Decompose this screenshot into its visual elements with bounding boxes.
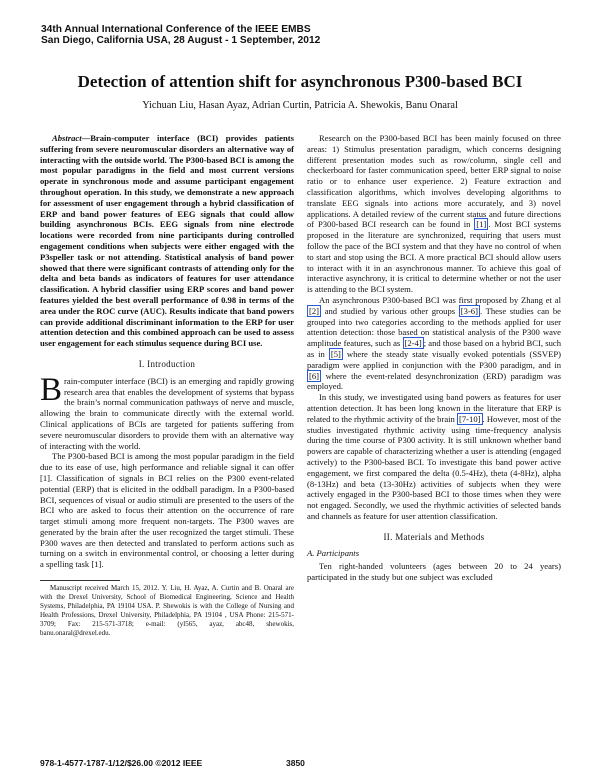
footnote-divider (40, 580, 120, 581)
text-run: Research on the P300-based BCI has been mainly focused on three areas: 1) Stimulus presentation paradigm, which concerns designing different presentation modes such as row/column, single cell and checkerboard for faster communication speed, better ERP signal to noise ratio or to enhance user experience. 2) Feature extraction and classification algorithms, which involves developing algorithms to translate EEG signals into actions more accurately, and 3) novel applications. A detailed review of the current status and future directions of P300-based BCI research can be found in (307, 133, 561, 230)
citation-link[interactable]: [7-10] (459, 413, 481, 424)
footer-isbn: 978-1-4577-1787-1/12/$26.00 ©2012 IEEE (40, 758, 203, 768)
footnote: Manuscript received March 15, 2012. Y. Liu, H. Ayaz, A. Curtin and B. Onaral are with the Drexel University, School of Biomedical Engineering, Science and Health Systems, Philadelphia, PA 19104 USA. P. Shewokis is with the College of Nursing and Health Professions, Drexel University, Philadelphia, PA 19104 , USA Phone: 215-571-3709; Fax: 215-571-3718; e-mail: (yl565, ayaz, abc48, shewokis, banu.onaral@drexel.edu. (40, 584, 294, 638)
intro-paragraph-2: The P300-based BCI is among the most popular paradigm in the field due to its ease of use, high performance and reliable signal it can offer [1]. Classification of signals in BCI relies on the P300 event-related potential (ERP) that is elicited in the oddball paradigm. In a P300-based BCI, sequences of visual or audio stimuli are presented to the users of the BCI who are asked to focus their attention on the occurrence of rare target stimuli among more frequent non-targets. The P300 waves are generated by the brain after the user recognized the target stimuli. These P300 waves are then detected and translated to perform actions such as turning on a switch in environmental control, or choosing a letter during a spelling task [1]. (40, 451, 294, 570)
citation-link[interactable]: [2] (309, 305, 320, 316)
text-run: An asynchronous P300-based BCI was first proposed by Zhang et al (319, 294, 561, 305)
section-heading-introduction: I. Introduction (138, 358, 196, 369)
section-heading-methods: II. Materials and Methods (383, 531, 485, 542)
abstract-lead: Abstract (52, 133, 82, 143)
right-column (307, 133, 561, 583)
text-run: where the steady state visually evoked potentials (SSVEP) paradigm were applied in conjunction with the P300 paradigm, and in (307, 348, 561, 370)
citation-link[interactable]: [5] (330, 348, 341, 359)
subsection-heading-participants: A. Participants (307, 548, 360, 559)
text-run: and studied by various other groups (324, 305, 456, 316)
paper-title: Detection of attention shift for asynchronous P300-based BCI (77, 72, 523, 91)
intro-paragraph-1 (40, 371, 294, 452)
participants-paragraph: Ten right-handed volunteers (ages between 20 to 24 years) participated in the study but one subject was excluded (307, 561, 561, 583)
right-paragraph-2 (307, 295, 561, 392)
page-number: 3850 (286, 758, 305, 768)
text-run: . Most BCI systems proposed in the literature are synchronized, requiring that users must follow the pace of the BCI system and that they have no control of when to start and stop using the BCI. A more practical BCI should allow users to interact with it in an asynchronous manner. To achieve this goal of interactive asynchrony, it is critical to determine whether or not the user is attending to the BCI system. (307, 219, 562, 295)
abstract (40, 133, 294, 349)
conference-header (41, 24, 320, 46)
conference-line-2: San Diego, California USA, 28 August - 1 September, 2012 (41, 35, 321, 46)
citation-link[interactable]: [6] (309, 370, 320, 381)
author-list: Yichuan Liu, Hasan Ayaz, Adrian Curtin, Patricia A. Shewokis, Banu Onaral (142, 100, 458, 111)
text-run: . However, most of the studies investigated rhythmic activity using time-frequency analysis during the time course of P300 activity. It is still unknown whether band powers are capable of characterizing whether a user is attending (engaged actively) to the P300-based BCI. To investigate this band power active engagement, we first compared the delta (0.5-4Hz), theta (4-8Hz), alpha (8-13Hz) and beta (13-30Hz) activities of subjects when they were actively engaged in the P300-based BCI to those times when they were not engaged. Secondly, we used the rhythmic activities of selected bands and channels as feature for user attention classification. (307, 413, 561, 521)
drop-cap: B (40, 371, 63, 408)
citation-link[interactable]: [3-6] (460, 305, 478, 316)
abstract-dash: — (81, 133, 91, 143)
right-paragraph-3 (307, 392, 561, 522)
text-run: . These studies can be grouped into two categories according to the methods applied for user attention detection: those based on statistical analysis of the P300 wave amplitude features, such as (307, 305, 561, 349)
citation-link[interactable]: [2-4] (404, 338, 422, 349)
conference-line-1: 34th Annual International Conference of the IEEE EMBS (41, 24, 311, 35)
text-run: where the event-related desynchronization (ERD) paradigm was employed. (307, 370, 561, 392)
abstract-text: Brain-computer interface (BCI) provides patients suffering from severe neuromuscular disorders an alternative way of interacting with the outside world. The P300-based BCI is among the most popular paradigms in the field and most current versions operate in synchronous mode and assume participant engagement throughout operation. In this study, we demonstrate a new approach for assessment of user engagement through a hybrid classification of ERP and band power features of EEG signals that could allow building asynchronous BCIs. EEG signals from nine electrode locations were recorded from nine participants during controlled engagement conditions when subjects were either engaged with the P3speller task or not attending. Statistical analysis of band power showed that there were significant contrasts of attending only for the delta and beta bands as indicators of features for user attendance classification. A hybrid classifier using ERP scores and band power features yielded the best overall performance of 0.98 in terms of the area under the ROC curve (AUC). Results indicate that band powers can provide additional discriminant information to the ERP for user attention detection and this combined approach can be used to assess user engagement for each stimulus sequence during BCI use. (40, 133, 294, 349)
right-paragraph-1 (307, 133, 561, 295)
text-run: In this study, we investigated using band powers as features for user attention detection. It has been long known in the literature that ERP is related to the rhythmic activity of the brain (307, 392, 561, 424)
citation-link[interactable]: [1] (476, 219, 487, 230)
left-column (40, 133, 294, 638)
text-run: ; and those based on a hybrid BCI, such as in (307, 338, 561, 359)
intro-p1-text: rain-computer interface (BCI) is an emerging and rapidly growing research area that enables the development of systems that bypass the brain’s normal communication pathways of nerve and muscle, allowing the brain to communicate directly with the external world. Clinical applications of BCIs are targeted for patients suffering from severe neuromuscular disorders to provide them with an alternative way of interacting with the world. (40, 375, 294, 451)
